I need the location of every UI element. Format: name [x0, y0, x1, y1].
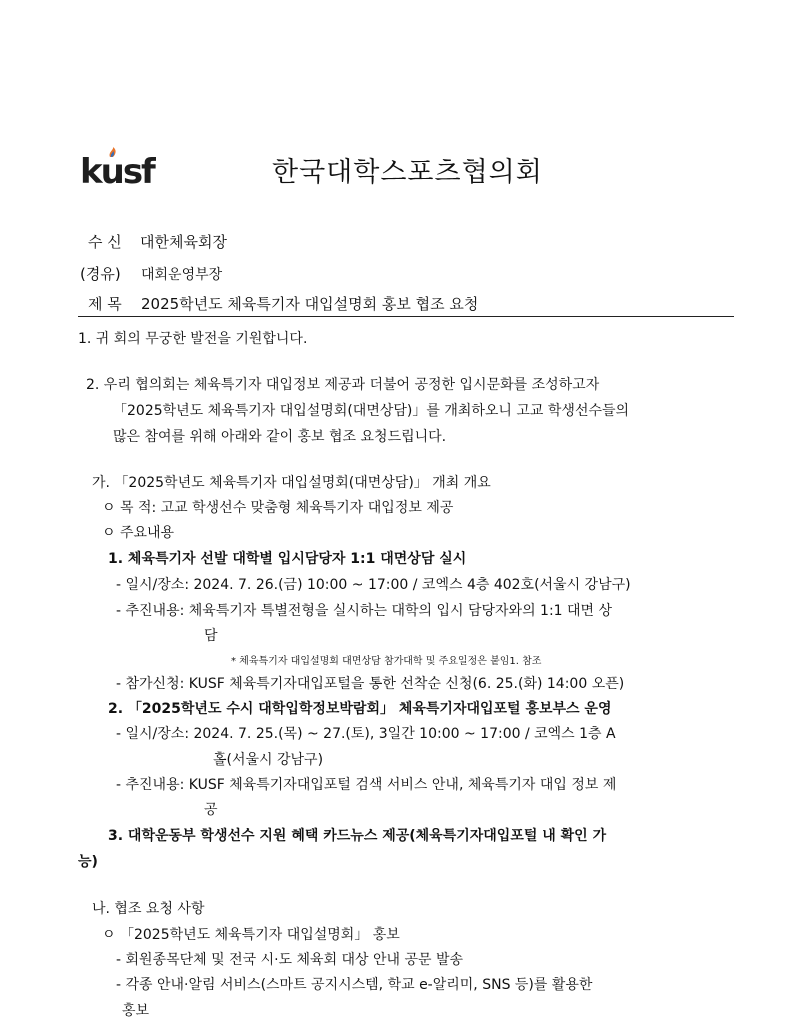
- svg-text:kusf: kusf: [80, 152, 154, 187]
- header-divider: [78, 316, 734, 317]
- item-1-title: 1. 체육특기자 선발 대학별 입시담당자 1:1 대면상담 실시: [108, 551, 467, 567]
- item-1-schedule: - 일시/장소: 2024. 7. 26.(금) 10:00 ~ 17:00 / 코엑스 4층 402호(서울시 강남구): [116, 577, 631, 593]
- kusf-logo: [80, 147, 156, 187]
- recipient: 대한체육회장: [140, 233, 227, 251]
- paragraph-2-line-1: 2. 우리 협의회는 체육특기자 대입정보 제공과 더불어 공정한 입시문화를 조성하고자: [86, 377, 600, 393]
- subject-label: 제 목: [88, 295, 122, 313]
- via-label: (경유): [80, 265, 121, 283]
- cooperation-item-2-line-1: - 각종 안내·알림 서비스(스마트 공지시스템, 학교 e-알리미, SNS 등)를 활용한: [116, 977, 593, 993]
- section-b-heading: 나. 협조 요청 사항: [92, 901, 205, 917]
- item-2-title: 2. 「2025학년도 수시 대학입학정보박람회」 체육특기자대입포털 홍보부스 운영: [108, 701, 612, 717]
- org-name: 한국대학스포츠협의회: [272, 157, 543, 188]
- subject: 2025학년도 체육특기자 대입설명회 홍보 협조 요청: [141, 295, 479, 313]
- kusf-logo-mark: [80, 147, 156, 187]
- paragraph-2-line-3: 많은 참여를 위해 아래와 같이 홍보 협조 요청드립니다.: [113, 429, 447, 445]
- paragraph-2-line-2: 「2025학년도 체육특기자 대입설명회(대면상담)」를 개최하오니 고교 학생선수들의: [113, 403, 630, 419]
- item-2-content-line-2: 공: [204, 802, 218, 818]
- recipient-label: 수 신: [88, 233, 122, 251]
- via: 대회운영부장: [141, 267, 223, 283]
- cooperation-item-1: - 회원종목단체 및 전국 시·도 체육회 대상 안내 공문 발송: [116, 952, 464, 968]
- item-3-title-line-1: 3. 대학운동부 학생선수 지원 혜택 카드뉴스 제공(체육특기자대입포털 내 확인 가: [108, 828, 607, 844]
- item-1-content-line-2: 담: [204, 628, 218, 644]
- item-2-schedule-line-2: 홀(서울시 강남구): [213, 752, 324, 768]
- paragraph-1: 1. 귀 회의 무궁한 발전을 기원합니다.: [78, 331, 308, 347]
- item-1-content-line-1: - 추진내용: 체육특기자 특별전형을 실시하는 대학의 입시 담당자와의 1:1 대면 상: [116, 603, 613, 619]
- item-1-note: * 체육특기자 대입설명회 대면상담 참가대학 및 주요일정은 붙임1. 참조: [231, 656, 542, 667]
- cooperation-item-2-line-2: 홍보: [122, 1003, 150, 1019]
- main-content-bullet: ㅇ 주요내용: [102, 525, 175, 541]
- purpose-bullet: ㅇ 목 적: 고교 학생선수 맞춤형 체육특기자 대입정보 제공: [102, 500, 454, 516]
- cooperation-bullet: ㅇ 「2025학년도 체육특기자 대입설명회」 홍보: [102, 927, 400, 943]
- item-1-registration: - 참가신청: KUSF 체육특기자대입포털을 통한 선착순 신청(6. 25.(화) 14:00 오픈): [116, 676, 625, 692]
- item-2-schedule-line-1: - 일시/장소: 2024. 7. 25.(목) ~ 27.(토), 3일간 10:00 ~ 17:00 / 코엑스 1층 A: [116, 726, 616, 742]
- item-3-title-line-2: 능): [78, 854, 98, 870]
- item-2-content-line-1: - 추진내용: KUSF 체육특기자대입포털 검색 서비스 안내, 체육특기자 대입 정보 제: [116, 777, 617, 793]
- section-a-heading: 가. 「2025학년도 체육특기자 대입설명회(대면상담)」 개최 개요: [92, 475, 491, 491]
